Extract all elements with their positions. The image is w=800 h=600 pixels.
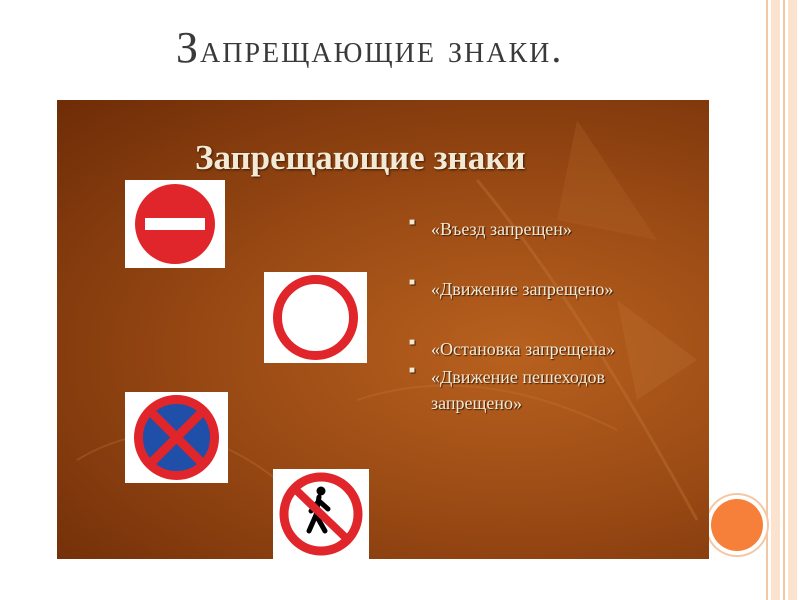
list-item: ■ «Движение пешеходов запрещено» [405,364,695,416]
decor-stripe [783,0,785,600]
bullet-list [405,216,695,416]
list-item: ■ «Движение запрещено» [405,276,695,302]
no-stopping-sign-icon [125,392,228,483]
slide-title: Запрещающие знаки. [176,23,564,72]
decor-stripe [766,0,768,600]
list-item: ■ «Въезд запрещен» [405,216,695,242]
panel-title: Запрещающие знаки [195,138,526,177]
list-item: ■ «Остановка запрещена» [405,336,695,362]
no-entry-sign-icon [125,180,225,268]
decor-circle [711,499,763,551]
no-pedestrians-sign-icon [273,469,369,559]
no-vehicles-sign-icon [264,272,367,363]
decor-stripe [771,0,780,600]
content-image-panel [57,100,709,559]
decor-stripe [788,0,797,600]
